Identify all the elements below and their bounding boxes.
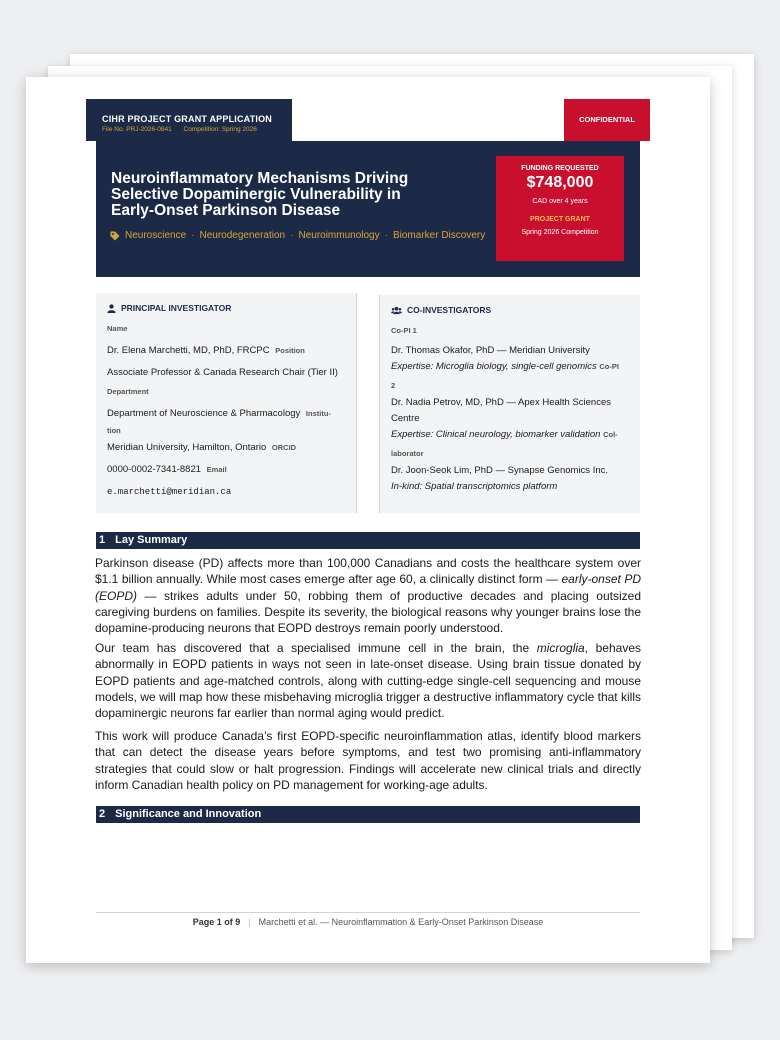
coi-heading: CO-INVESTIGATORS bbox=[407, 305, 492, 315]
name-label: Name bbox=[107, 324, 128, 333]
collab-note: In-kind: Spatial transcriptomics platform bbox=[391, 481, 558, 492]
section-title: Significance and Innovation bbox=[115, 808, 262, 820]
keyword-separator: · bbox=[191, 230, 195, 241]
section-heading-significance bbox=[96, 806, 640, 823]
footer-divider: | bbox=[248, 917, 251, 927]
paragraph-text: This work will produce Canada’s first EOPD-specific neuroinflammation atlas, identify blood markers that can detect the disease years before symptoms, and test two promising anti-inflammatory strategies that could slow or halt progression. Findings will accelerate new clinical trials and directly inform Canadian health policy on PD management for working-age adults. bbox=[95, 729, 641, 792]
paragraph-text: — strikes adults under 50, robbing them of productive decades and placing outsized caregiving burdens on families. Despite its severity, the biological reasons why younger brains lose the dopamine-producing neurons that EOPD destroys remain poorly understood. bbox=[95, 588, 641, 636]
section-number: 2 bbox=[99, 808, 106, 820]
keyword: Biomarker Discovery bbox=[392, 230, 486, 241]
co-investigators-box bbox=[379, 295, 640, 513]
funding-competition: Spring 2026 Competition bbox=[521, 229, 599, 236]
pi-institution: Meridian University, Hamilton, Ontario bbox=[107, 442, 267, 453]
copi1-label: Co-PI 1 bbox=[391, 326, 417, 335]
project-title: Neuroinflammatory Mechanisms Driving Selective Dopaminergic Vulnerability in Early-Onset Parkinson Disease bbox=[111, 170, 409, 219]
user-icon bbox=[107, 304, 116, 313]
position-label: Position bbox=[275, 346, 305, 355]
pi-name: Dr. Elena Marchetti, MD, PhD, FRCPC bbox=[107, 345, 270, 356]
paragraph-text: Parkinson disease (PD) affects more than 100,000 Canadians and costs the healthcare system over $1.1 billion annually. While most cases emerge after age 60, a clinically distinct form — bbox=[95, 556, 641, 587]
tag-icon bbox=[110, 231, 120, 241]
orcid-label: ORCID bbox=[271, 443, 297, 452]
application-header-tab bbox=[86, 99, 292, 141]
pi-position: Associate Professor & Canada Research Chair (Tier II) bbox=[107, 367, 338, 378]
confidential-badge: CONFIDENTIAL bbox=[564, 99, 650, 141]
copi2-label-cont: 2 bbox=[391, 381, 396, 390]
title-banner bbox=[96, 141, 640, 277]
keyword: Neuroscience bbox=[125, 230, 187, 241]
emphasis-text: early-onset PD (EOPD) bbox=[95, 572, 641, 603]
funding-label: FUNDING REQUESTED bbox=[521, 165, 599, 172]
program-title: CIHR PROJECT GRANT APPLICATION bbox=[102, 114, 273, 124]
pi-heading: PRINCIPAL INVESTIGATOR bbox=[121, 303, 232, 313]
copi2-expertise: Expertise: Clinical neurology, biomarker validation bbox=[391, 429, 601, 440]
pi-orcid: 0000-0002-7341-8821 bbox=[107, 464, 202, 475]
footer-citation: Marchetti et al. — Neuroinflammation & Early-Onset Parkinson Disease bbox=[258, 917, 544, 927]
emphasis-text: microglia bbox=[536, 641, 585, 655]
funding-box bbox=[496, 156, 624, 261]
department-label: Department bbox=[107, 387, 149, 396]
users-icon bbox=[391, 306, 402, 315]
email-label: Email bbox=[206, 465, 227, 474]
page-number: Page 1 of 9 bbox=[192, 917, 241, 927]
copi1-name: Dr. Thomas Okafor, PhD — Meridian University bbox=[391, 345, 590, 356]
keyword: Neuroimmunology bbox=[298, 230, 380, 241]
keyword-separator: · bbox=[290, 230, 294, 241]
institution-label: Institu- bbox=[305, 409, 331, 418]
copi1-expertise: Expertise: Microglia biology, single-cell genomics bbox=[391, 361, 597, 372]
keyword: Neurodegeneration bbox=[199, 230, 286, 241]
collab-label-cont: laborator bbox=[391, 449, 424, 458]
grant-type: PROJECT GRANT bbox=[530, 216, 590, 223]
pi-department: Department of Neuroscience & Pharmacology bbox=[107, 408, 301, 419]
section-heading-lay-summary bbox=[96, 532, 640, 549]
collab-name: Dr. Joon-Seok Lim, PhD — Synapse Genomics Inc. bbox=[391, 465, 609, 476]
paragraph-text: , behaves abnormally in EOPD patients in ways not seen in late-onset disease. Using brain tissue donated by EOPD patients and age-matched controls, along with cutting-edge single-cell sequencing and mouse models, we will map how these misbehaving microglia trigger a destructive inflammatory cycle that kills dopaminergic neurons far earlier than normal aging would predict. bbox=[95, 641, 641, 721]
document-page bbox=[26, 77, 710, 963]
pi-email[interactable]: e.marchetti@meridian.ca bbox=[107, 487, 232, 497]
page-footer bbox=[96, 912, 640, 927]
section-number: 1 bbox=[99, 534, 106, 546]
copi2-label: Co-PI bbox=[599, 362, 619, 371]
keywords bbox=[110, 230, 485, 241]
competition-label: Competition: Spring 2026 bbox=[183, 126, 257, 133]
copi2-name: Dr. Nadia Petrov, MD, PhD — Apex Health Sciences Centre bbox=[391, 397, 611, 424]
section-title: Lay Summary bbox=[115, 534, 188, 546]
lay-paragraph-1 bbox=[95, 555, 641, 636]
funding-amount: $748,000 bbox=[526, 174, 594, 191]
lay-paragraph-2 bbox=[95, 640, 641, 721]
institution-label-cont: tion bbox=[107, 426, 121, 435]
lay-paragraph-3 bbox=[95, 728, 641, 793]
paragraph-text: Our team has discovered that a specialised immune cell in the brain, the bbox=[95, 641, 537, 655]
keyword-separator: · bbox=[384, 230, 388, 241]
funding-duration: CAD over 4 years bbox=[532, 198, 588, 205]
collab-label: Col- bbox=[603, 430, 618, 439]
principal-investigator-box bbox=[96, 293, 357, 513]
file-number: File No. PRJ-2026-0841 bbox=[102, 126, 172, 133]
